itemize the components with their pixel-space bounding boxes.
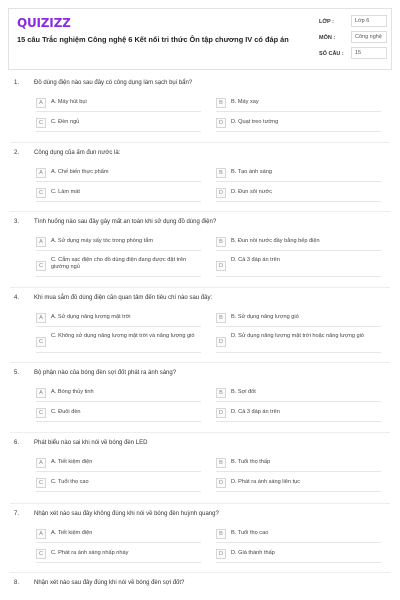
option-text: A. Bóng thủy tinh	[51, 389, 94, 395]
option-letter-box: D	[216, 118, 226, 128]
option-c[interactable]	[36, 476, 201, 492]
option-b[interactable]	[216, 96, 381, 112]
option-letter-box: C	[36, 478, 46, 488]
option-text: D. Phát ra ánh sáng liên tục	[231, 479, 301, 485]
option-text: D. Cả 3 đáp án trên	[231, 409, 280, 415]
option-d[interactable]	[216, 331, 381, 353]
option-b[interactable]	[216, 527, 381, 543]
option-text: B. Tuổi thọ cao	[231, 530, 269, 536]
option-text: A. Sử dụng năng lượng mặt trời	[51, 314, 131, 320]
option-text: D. Cả 3 đáp án trên	[231, 257, 280, 263]
option-letter-box: C	[36, 549, 46, 559]
question-text: Công dụng của ấm đun nước là:	[34, 150, 121, 156]
option-c[interactable]	[36, 331, 201, 353]
option-letter-box: C	[36, 261, 46, 271]
option-a[interactable]	[36, 166, 201, 182]
question-number: 8.	[14, 580, 20, 586]
option-letter-box: A	[36, 458, 46, 468]
option-letter-box: D	[216, 188, 226, 198]
option-letter-box: D	[216, 549, 226, 559]
question-number: 3.	[14, 219, 20, 225]
option-letter-box: C	[36, 118, 46, 128]
option-text: A. Máy hút bụi	[51, 99, 87, 105]
option-letter-box: A	[36, 168, 46, 178]
option-b[interactable]	[216, 235, 381, 251]
question-number: 2.	[14, 150, 20, 156]
option-letter-box: A	[36, 529, 46, 539]
option-letter-box: D	[216, 261, 226, 271]
option-a[interactable]	[36, 235, 201, 251]
option-letter-box: A	[36, 388, 46, 398]
question-text: Nhận xét nào sau đây đúng khi nói về bóng đèn sợi đốt?	[34, 580, 185, 586]
option-d[interactable]	[216, 255, 381, 277]
option-letter-box: A	[36, 313, 46, 323]
worksheet-header	[8, 8, 392, 70]
option-a[interactable]	[36, 456, 201, 472]
option-letter-box: B	[216, 98, 226, 108]
worksheet-title: 15 câu Trắc nghiệm Công nghệ 6 Kết nối tri thức Ôn tập chương IV có đáp án	[17, 35, 289, 44]
option-c[interactable]	[36, 255, 201, 277]
question-text: Khi mua sắm đồ dùng điện cần quan tâm đến tiêu chí nào sau đây:	[34, 295, 213, 301]
question-number: 1.	[14, 80, 20, 86]
question-divider	[10, 572, 390, 573]
option-letter-box: B	[216, 168, 226, 178]
option-text: B. Tuổi thọ thấp	[231, 459, 271, 465]
option-text: C. Đèn ngủ	[51, 119, 80, 125]
option-letter-box: C	[36, 408, 46, 418]
option-a[interactable]	[36, 96, 201, 112]
option-d[interactable]	[216, 476, 381, 492]
option-text: B. Sử dụng năng lượng gió	[231, 314, 299, 320]
option-text: D. Giá thành thấp	[231, 550, 275, 556]
option-text: C. Phát ra ánh sáng nhấp nháy	[51, 550, 129, 556]
question-text: Tình huống nào sau đây gây mất an toàn khi sử dụng đồ dùng điện?	[34, 219, 217, 225]
question-text: Phát biểu nào sai khi nói về bóng đèn LED	[34, 440, 148, 446]
question-text: Nhận xét nào sau đây không đúng khi nói về bóng đèn huỳnh quang?	[34, 511, 219, 517]
option-text: C. Tuổi thọ cao	[51, 479, 89, 485]
option-b[interactable]	[216, 166, 381, 182]
option-c[interactable]	[36, 116, 201, 132]
question-number: 6.	[14, 440, 20, 446]
meta-info	[309, 15, 387, 63]
option-letter-box: D	[216, 478, 226, 488]
option-letter-box: A	[36, 98, 46, 108]
option-text: B. Đun nồi nước đầy bằng bếp điện	[231, 238, 320, 244]
option-letter-box: D	[216, 337, 226, 347]
quizizz-logo: QUIZIZZ	[17, 16, 71, 30]
option-b[interactable]	[216, 456, 381, 472]
option-text: A. Tiết kiệm điện	[51, 530, 93, 536]
option-letter-box: B	[216, 237, 226, 247]
option-a[interactable]	[36, 527, 201, 543]
question-divider	[10, 362, 390, 363]
question-number: 4.	[14, 295, 20, 301]
meta-row-subject	[309, 31, 387, 47]
option-text: D. Đun sôi nước	[231, 189, 272, 195]
option-text: C. Cắm sạc điện cho đồ dùng điện đang được đặt trên giường ngủ	[51, 257, 187, 270]
option-letter-box: B	[216, 458, 226, 468]
option-letter-box: C	[36, 188, 46, 198]
question-divider	[10, 287, 390, 288]
question-divider	[10, 503, 390, 504]
option-d[interactable]	[216, 186, 381, 202]
option-letter-box: B	[216, 313, 226, 323]
option-text: C. Làm mát	[51, 189, 80, 195]
option-letter-box: C	[36, 337, 46, 347]
option-text: B. Máy xay	[231, 99, 259, 105]
option-text: D. Quạt treo tường	[231, 119, 279, 125]
option-c[interactable]	[36, 186, 201, 202]
question-text: Đồ dùng điện nào sau đây có công dụng làm sạch bụi bẩn?	[34, 80, 193, 86]
option-letter-box: A	[36, 237, 46, 247]
meta-label: MÔN :	[319, 35, 336, 41]
question-number: 7.	[14, 511, 20, 517]
meta-value: Lớp 6	[351, 15, 387, 27]
meta-label: LỚP :	[319, 19, 334, 25]
option-text: A. Tiết kiệm điện	[51, 459, 93, 465]
option-letter-box: B	[216, 529, 226, 539]
option-b[interactable]	[216, 386, 381, 402]
option-text: A. Sử dụng máy sấy tóc trong phòng tắm	[51, 238, 154, 244]
meta-value: 15	[351, 47, 387, 59]
option-a[interactable]	[36, 311, 201, 327]
option-text: B. Sợi đốt	[231, 389, 256, 395]
option-text: C. Không sử dụng năng lượng mặt trời và năng lượng gió	[51, 333, 195, 339]
option-letter-box: D	[216, 408, 226, 418]
option-b[interactable]	[216, 311, 381, 327]
option-d[interactable]	[216, 116, 381, 132]
meta-label: SỐ CÂU :	[319, 51, 344, 57]
option-text: A. Chế biến thực phẩm	[51, 169, 109, 175]
option-d[interactable]	[216, 547, 381, 563]
question-divider	[10, 432, 390, 433]
option-a[interactable]	[36, 386, 201, 402]
meta-value: Công nghệ	[351, 31, 387, 43]
meta-row-class	[309, 15, 387, 31]
question-number: 5.	[14, 370, 20, 376]
option-text: C. Đuôi đèn	[51, 409, 81, 415]
option-letter-box: B	[216, 388, 226, 398]
option-c[interactable]	[36, 406, 201, 422]
question-divider	[10, 211, 390, 212]
option-c[interactable]	[36, 547, 201, 563]
meta-row-count	[309, 47, 387, 63]
option-text: D. Sử dụng năng lượng mặt trời hoặc năng lượng gió	[231, 333, 364, 339]
option-text: B. Tạo ánh sáng	[231, 169, 272, 175]
question-divider	[10, 142, 390, 143]
option-d[interactable]	[216, 406, 381, 422]
question-text: Bộ phận nào của bóng đèn sợi đốt phát ra ánh sáng?	[34, 370, 177, 376]
